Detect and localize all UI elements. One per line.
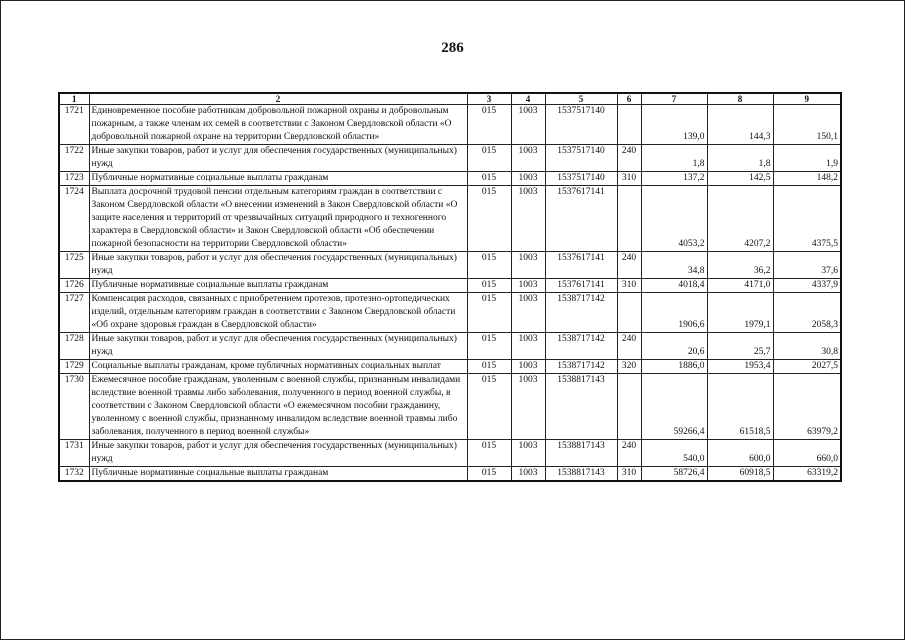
header-cell: 4	[511, 93, 545, 105]
table-row	[59, 333, 841, 360]
admin-code-cell: 015	[467, 186, 511, 252]
expense-type-cell: 240	[617, 440, 641, 467]
row-number-cell: 1723	[59, 172, 89, 186]
value-2020-cell: 600,0	[707, 440, 773, 467]
header-cell: 6	[617, 93, 641, 105]
section-code-cell: 1003	[511, 374, 545, 440]
table-row	[59, 374, 841, 440]
row-description-cell: Публичные нормативные социальные выплаты гражданам	[89, 279, 467, 293]
value-2019-cell: 1,8	[641, 145, 707, 172]
section-code-cell: 1003	[511, 172, 545, 186]
value-2019-cell: 4053,2	[641, 186, 707, 252]
admin-code-cell: 015	[467, 374, 511, 440]
admin-code-cell: 015	[467, 105, 511, 145]
table-row	[59, 105, 841, 145]
target-article-cell: 1538717142	[545, 333, 617, 360]
table-row	[59, 440, 841, 467]
expense-type-cell: 320	[617, 360, 641, 374]
row-description-cell: Публичные нормативные социальные выплаты гражданам	[89, 172, 467, 186]
section-code-cell: 1003	[511, 252, 545, 279]
table-row	[59, 186, 841, 252]
row-number-cell: 1729	[59, 360, 89, 374]
value-2021-cell: 148,2	[773, 172, 841, 186]
value-2020-cell: 60918,5	[707, 467, 773, 482]
expense-type-cell	[617, 374, 641, 440]
row-description-cell: Выплата досрочной трудовой пенсии отдельным категориям граждан в соответствии с Законом Свердловской области «О внесении изменений в Закон Свердловской области «О защите населения и территорий от чрезвычайных ситуаций природного и техногенного характера в Свердловской области» и Закон Свердловской области «Об обеспечении пожарной безопасности на территории Свердловской области»	[89, 186, 467, 252]
target-article-cell: 1537517140	[545, 145, 617, 172]
expense-type-cell: 310	[617, 467, 641, 482]
header-cell: 3	[467, 93, 511, 105]
row-number-cell: 1731	[59, 440, 89, 467]
value-2019-cell: 137,2	[641, 172, 707, 186]
table-row	[59, 172, 841, 186]
table-row	[59, 252, 841, 279]
value-2021-cell: 2058,3	[773, 293, 841, 333]
admin-code-cell: 015	[467, 172, 511, 186]
page-number: 286	[441, 40, 464, 56]
section-code-cell: 1003	[511, 186, 545, 252]
admin-code-cell: 015	[467, 145, 511, 172]
row-number-cell: 1724	[59, 186, 89, 252]
row-number-cell: 1726	[59, 279, 89, 293]
value-2021-cell: 660,0	[773, 440, 841, 467]
value-2021-cell: 30,8	[773, 333, 841, 360]
admin-code-cell: 015	[467, 333, 511, 360]
value-2019-cell: 540,0	[641, 440, 707, 467]
header-row	[59, 93, 841, 105]
value-2019-cell: 1886,0	[641, 360, 707, 374]
value-2020-cell: 142,5	[707, 172, 773, 186]
row-description-cell: Иные закупки товаров, работ и услуг для обеспечения государственных (муниципальных) нужд	[89, 145, 467, 172]
target-article-cell: 1538817143	[545, 440, 617, 467]
value-2021-cell: 4337,9	[773, 279, 841, 293]
row-description-cell: Компенсация расходов, связанных с приобретением протезов, протезно-ортопедических изделий, отдельным категориям граждан в соответствии с Законом Свердловской области «Об охране здоровья граждан в Свердловской области»	[89, 293, 467, 333]
target-article-cell: 1537617141	[545, 252, 617, 279]
admin-code-cell: 015	[467, 467, 511, 482]
value-2019-cell: 34,8	[641, 252, 707, 279]
section-code-cell: 1003	[511, 279, 545, 293]
table-body	[59, 105, 841, 482]
section-code-cell: 1003	[511, 293, 545, 333]
value-2020-cell: 144,3	[707, 105, 773, 145]
expense-type-cell: 240	[617, 252, 641, 279]
target-article-cell: 1537617141	[545, 186, 617, 252]
section-code-cell: 1003	[511, 360, 545, 374]
row-description-cell: Ежемесячное пособие гражданам, уволенным с военной службы, признанным инвалидами вследствие военной травмы либо заболевания, полученного в период военной службы, в соответствии с Законом Свердловской области «О ежемесячном пособии гражданину, уволенному с военной службы, признанному инвалидом вследствие военной травмы либо заболевания, полученного в период военной службы»	[89, 374, 467, 440]
row-number-cell: 1732	[59, 467, 89, 482]
admin-code-cell: 015	[467, 440, 511, 467]
expense-type-cell	[617, 105, 641, 145]
header-cell: 7	[641, 93, 707, 105]
header-cell: 9	[773, 93, 841, 105]
table-row	[59, 279, 841, 293]
value-2021-cell: 2027,5	[773, 360, 841, 374]
row-description-cell: Иные закупки товаров, работ и услуг для обеспечения государственных (муниципальных) нужд	[89, 333, 467, 360]
table-row	[59, 293, 841, 333]
expense-type-cell: 240	[617, 145, 641, 172]
value-2019-cell: 20,6	[641, 333, 707, 360]
value-2019-cell: 1906,6	[641, 293, 707, 333]
header-cell: 2	[89, 93, 467, 105]
section-code-cell: 1003	[511, 333, 545, 360]
expense-type-cell: 240	[617, 333, 641, 360]
section-code-cell: 1003	[511, 440, 545, 467]
section-code-cell: 1003	[511, 145, 545, 172]
expense-type-cell	[617, 186, 641, 252]
table-row	[59, 360, 841, 374]
header-cell: 1	[59, 93, 89, 105]
row-number-cell: 1730	[59, 374, 89, 440]
row-number-cell: 1721	[59, 105, 89, 145]
value-2020-cell: 4171,0	[707, 279, 773, 293]
expense-type-cell: 310	[617, 279, 641, 293]
target-article-cell: 1538817143	[545, 374, 617, 440]
row-number-cell: 1727	[59, 293, 89, 333]
value-2019-cell: 58726,4	[641, 467, 707, 482]
table-row	[59, 145, 841, 172]
target-article-cell: 1537517140	[545, 105, 617, 145]
value-2021-cell: 150,1	[773, 105, 841, 145]
value-2019-cell: 139,0	[641, 105, 707, 145]
value-2021-cell: 63979,2	[773, 374, 841, 440]
value-2019-cell: 4018,4	[641, 279, 707, 293]
value-2020-cell: 1979,1	[707, 293, 773, 333]
value-2021-cell: 4375,5	[773, 186, 841, 252]
table-row	[59, 467, 841, 482]
admin-code-cell: 015	[467, 279, 511, 293]
expense-type-cell	[617, 293, 641, 333]
target-article-cell: 1537517140	[545, 172, 617, 186]
value-2020-cell: 4207,2	[707, 186, 773, 252]
row-number-cell: 1728	[59, 333, 89, 360]
target-article-cell: 1538817143	[545, 467, 617, 482]
budget-table	[58, 92, 842, 482]
admin-code-cell: 015	[467, 360, 511, 374]
value-2020-cell: 61518,5	[707, 374, 773, 440]
header-cell: 5	[545, 93, 617, 105]
target-article-cell: 1538717142	[545, 293, 617, 333]
row-description-cell: Единовременное пособие работникам добровольной пожарной охраны и добровольным пожарным, а также членам их семей в соответствии с Законом Свердловской области «О добровольной пожарной охране на территории Свердловской области»	[89, 105, 467, 145]
target-article-cell: 1537617141	[545, 279, 617, 293]
value-2021-cell: 37,6	[773, 252, 841, 279]
value-2020-cell: 36,2	[707, 252, 773, 279]
row-description-cell: Иные закупки товаров, работ и услуг для обеспечения государственных (муниципальных) нужд	[89, 440, 467, 467]
admin-code-cell: 015	[467, 252, 511, 279]
value-2021-cell: 1,9	[773, 145, 841, 172]
row-number-cell: 1725	[59, 252, 89, 279]
row-description-cell: Публичные нормативные социальные выплаты гражданам	[89, 467, 467, 482]
value-2019-cell: 59266,4	[641, 374, 707, 440]
value-2021-cell: 63319,2	[773, 467, 841, 482]
value-2020-cell: 1953,4	[707, 360, 773, 374]
target-article-cell: 1538717142	[545, 360, 617, 374]
row-description-cell: Иные закупки товаров, работ и услуг для обеспечения государственных (муниципальных) нужд	[89, 252, 467, 279]
value-2020-cell: 25,7	[707, 333, 773, 360]
row-number-cell: 1722	[59, 145, 89, 172]
header-cell: 8	[707, 93, 773, 105]
row-description-cell: Социальные выплаты гражданам, кроме публичных нормативных социальных выплат	[89, 360, 467, 374]
expense-type-cell: 310	[617, 172, 641, 186]
section-code-cell: 1003	[511, 467, 545, 482]
value-2020-cell: 1,8	[707, 145, 773, 172]
section-code-cell: 1003	[511, 105, 545, 145]
admin-code-cell: 015	[467, 293, 511, 333]
